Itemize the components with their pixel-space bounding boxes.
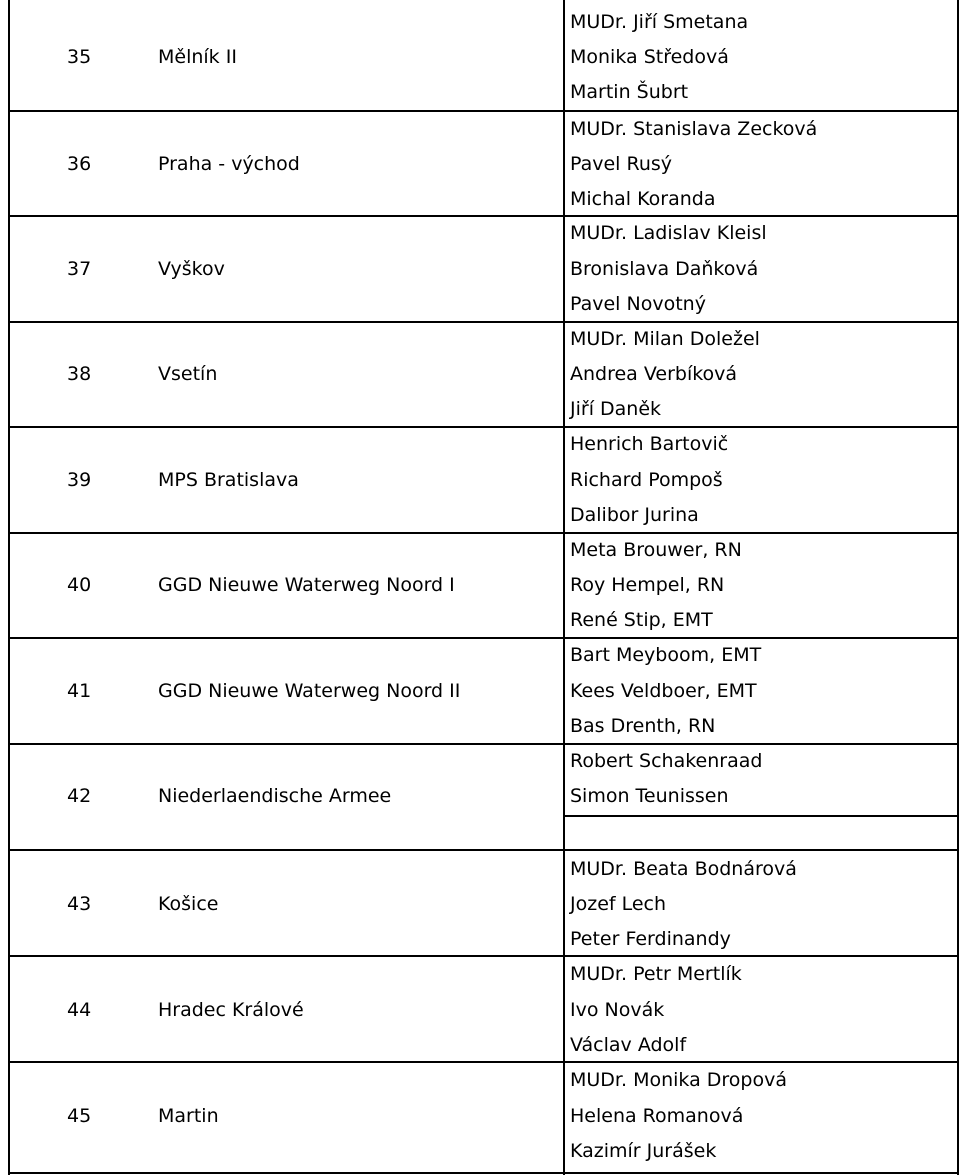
- row-separator: [8, 849, 959, 851]
- table-border-right: [957, 0, 959, 1175]
- team-member: Kazimír Jurášek: [570, 1140, 717, 1162]
- row-separator: [563, 815, 959, 817]
- team-region: GGD Nieuwe Waterweg Noord II: [158, 680, 461, 702]
- row-separator: [8, 426, 959, 428]
- team-member: Bart Meyboom, EMT: [570, 644, 762, 666]
- team-member: Jiří Daněk: [570, 398, 662, 420]
- team-member: Henrich Bartovič: [570, 433, 729, 455]
- team-member: Peter Ferdinandy: [570, 928, 731, 950]
- team-region: Mělník II: [158, 46, 237, 68]
- team-member: Roy Hempel, RN: [570, 574, 725, 596]
- row-separator: [8, 110, 959, 112]
- team-number: 44: [67, 999, 92, 1021]
- team-region: Praha - východ: [158, 153, 300, 175]
- team-member: Monika Středová: [570, 46, 729, 68]
- team-number: 39: [67, 469, 92, 491]
- team-member: Pavel Rusý: [570, 153, 673, 175]
- team-number: 43: [67, 893, 92, 915]
- team-member: Andrea Verbíková: [570, 363, 738, 385]
- row-separator: [8, 1172, 959, 1174]
- row-separator: [8, 532, 959, 534]
- team-member: MUDr. Beata Bodnárová: [570, 858, 797, 880]
- team-member: Václav Adolf: [570, 1034, 687, 1056]
- team-member: Bas Drenth, RN: [570, 715, 716, 737]
- team-member: Martin Šubrt: [570, 81, 689, 103]
- team-region: Vyškov: [158, 258, 225, 280]
- team-region: MPS Bratislava: [158, 469, 299, 491]
- team-number: 42: [67, 785, 92, 807]
- team-member: René Stip, EMT: [570, 609, 713, 631]
- team-member: MUDr. Stanislava Zecková: [570, 118, 818, 140]
- team-member: Bronislava Daňková: [570, 258, 759, 280]
- team-region: Košice: [158, 893, 219, 915]
- row-separator: [8, 743, 959, 745]
- team-member: Meta Brouwer, RN: [570, 539, 742, 561]
- team-number: 41: [67, 680, 92, 702]
- row-separator: [8, 637, 959, 639]
- team-number: 45: [67, 1105, 92, 1127]
- team-number: 35: [67, 46, 92, 68]
- team-member: MUDr. Monika Dropová: [570, 1069, 787, 1091]
- team-member: Robert Schakenraad: [570, 750, 763, 772]
- team-member: Richard Pompoš: [570, 469, 723, 491]
- column-divider: [563, 0, 565, 1175]
- team-member: Pavel Novotný: [570, 293, 706, 315]
- team-member: MUDr. Jiří Smetana: [570, 11, 749, 33]
- row-separator: [8, 321, 959, 323]
- team-member: Dalibor Jurina: [570, 504, 699, 526]
- team-member: Helena Romanová: [570, 1105, 744, 1127]
- team-region: Martin: [158, 1105, 219, 1127]
- team-member: Michal Koranda: [570, 188, 716, 210]
- team-member: Jozef Lech: [570, 893, 667, 915]
- team-member: MUDr. Milan Doležel: [570, 328, 760, 350]
- row-separator: [8, 955, 959, 957]
- table-border-left: [8, 0, 10, 1175]
- row-separator: [8, 215, 959, 217]
- team-region: Niederlaendische Armee: [158, 785, 392, 807]
- row-separator: [8, 1061, 959, 1063]
- team-member: MUDr. Petr Mertlík: [570, 963, 742, 985]
- team-number: 36: [67, 153, 92, 175]
- team-member: Kees Veldboer, EMT: [570, 680, 757, 702]
- team-number: 37: [67, 258, 92, 280]
- team-member: Simon Teunissen: [570, 785, 729, 807]
- team-region: Vsetín: [158, 363, 218, 385]
- team-region: GGD Nieuwe Waterweg Noord I: [158, 574, 455, 596]
- team-member: MUDr. Ladislav Kleisl: [570, 222, 767, 244]
- team-member: Ivo Novák: [570, 999, 665, 1021]
- team-number: 40: [67, 574, 92, 596]
- team-number: 38: [67, 363, 92, 385]
- team-region: Hradec Králové: [158, 999, 304, 1021]
